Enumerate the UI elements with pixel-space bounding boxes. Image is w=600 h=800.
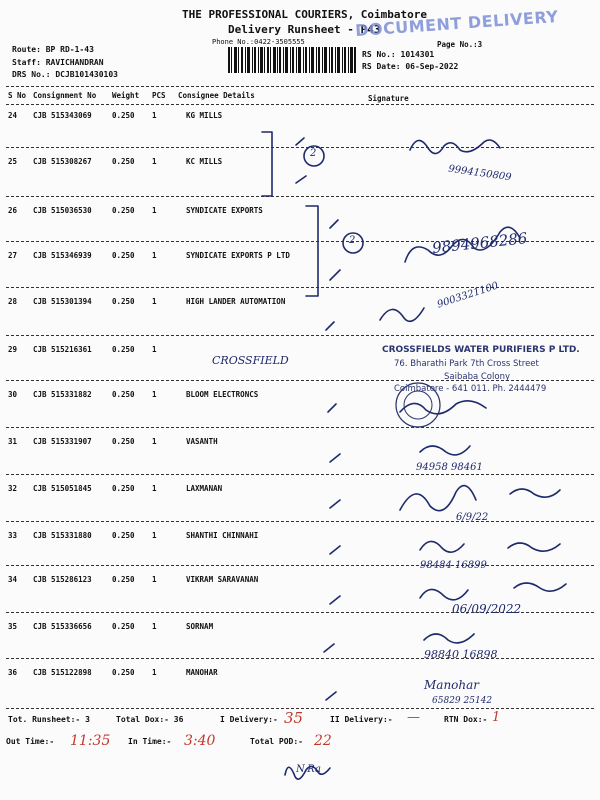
hw-name-36: Manohar [424, 678, 480, 692]
cell-consignment: CJB 515336656 [33, 622, 92, 631]
cell-pcs: 1 [152, 297, 157, 306]
in-time-value: 3:40 [184, 733, 216, 749]
cell-consignment: CJB 515331880 [33, 531, 92, 540]
tick-33 [330, 546, 340, 554]
cell-sno: 29 [8, 345, 18, 354]
col-consignee: Consignee Details [178, 91, 255, 100]
cell-consignment: CJB 515301394 [33, 297, 92, 306]
cell-weight: 0.250 [112, 345, 135, 354]
signature-34b [514, 583, 566, 591]
bracket-26-27 [306, 206, 318, 296]
cell-consignment: CJB 515036530 [33, 206, 92, 215]
signature-30 [400, 401, 486, 414]
cell-sno: 28 [8, 297, 18, 306]
cell-sno: 31 [8, 437, 18, 446]
cell-consignment: CJB 515286123 [33, 575, 92, 584]
tick-25 [296, 176, 306, 183]
cell-sno: 25 [8, 157, 18, 166]
cell-weight: 0.250 [112, 622, 135, 631]
cell-consignee: SYNDICATE EXPORTS [186, 206, 263, 215]
bracket-24-25 [262, 132, 272, 196]
drs-label: DRS No.: DCJB101430103 [12, 70, 118, 79]
out-time-value: 11:35 [70, 733, 111, 749]
cell-consignment: CJB 515051845 [33, 484, 92, 493]
hw-phone-31: 94958 98461 [416, 462, 483, 473]
in-time: In Time:- [128, 737, 172, 746]
tick-24 [296, 138, 304, 145]
signature-31 [420, 446, 470, 455]
hw-date-34: 06/09/2022 [452, 602, 522, 616]
signature-28 [380, 308, 424, 321]
hw-circle-2a: 2 [310, 148, 317, 159]
cell-sno: 27 [8, 251, 18, 260]
total-pod-value: 22 [314, 733, 332, 749]
cell-weight: 0.250 [112, 575, 135, 584]
cell-sno: 35 [8, 622, 18, 631]
ii-delivery: II Delivery:- [330, 715, 393, 724]
cell-consignee: HIGH LANDER AUTOMATION [186, 297, 286, 306]
cell-pcs: 1 [152, 575, 157, 584]
total-dox: Total Dox:- 36 [116, 715, 184, 724]
cell-sno: 36 [8, 668, 18, 677]
cell-consignee: SHANTHI CHINNAHI [186, 531, 259, 540]
cell-sno: 32 [8, 484, 18, 493]
tot-runsheet: Tot. Runsheet:- 3 [8, 715, 90, 724]
cell-pcs: 1 [152, 484, 157, 493]
col-consignment: Consignment No [33, 91, 97, 100]
cell-consignee: KC MILLS [186, 157, 223, 166]
hw-initials: N.Ra [296, 764, 322, 775]
cell-consignment: CJB 515343069 [33, 111, 92, 120]
cell-sno: 30 [8, 390, 18, 399]
signature-35 [424, 634, 474, 643]
cell-pcs: 1 [152, 157, 157, 166]
cell-pcs: 1 [152, 668, 157, 677]
col-pcs: PCS [152, 91, 166, 100]
cell-sno: 26 [8, 206, 18, 215]
cell-weight: 0.250 [112, 251, 135, 260]
cell-weight: 0.250 [112, 668, 135, 677]
cell-pcs: 1 [152, 531, 157, 540]
cell-consignment: CJB 515331907 [33, 437, 92, 446]
cell-consignee: MANOHAR [186, 668, 218, 677]
cell-consignment: CJB 515122898 [33, 668, 92, 677]
cell-sno: 34 [8, 575, 18, 584]
tick-35 [324, 644, 334, 652]
i-delivery: I Delivery:- [220, 715, 278, 724]
route-label: Route: BP RD-1-43 [12, 45, 94, 54]
cell-consignee: VIKRAM SARAVANAN [186, 575, 259, 584]
stamp-address-1: 76. Bharathi Park 7th Cross Street [394, 359, 539, 369]
signature-25 [410, 140, 500, 154]
cell-consignee: SORNAM [186, 622, 214, 631]
hw-phone-36: 65829 25142 [432, 696, 493, 706]
col-sno: S No [8, 91, 27, 100]
hw-circle-2b: 2 [349, 235, 356, 246]
stamp-address-3: Coimbatore - 641 011. Ph. 2444479 [394, 384, 547, 394]
cell-weight: 0.250 [112, 531, 135, 540]
i-delivery-value: 35 [284, 709, 304, 727]
hw-date-32: 6/9/22 [456, 512, 489, 523]
tick-34 [330, 596, 340, 604]
tick-26 [330, 220, 338, 228]
cell-consignee: BLOOM ELECTRONCS [186, 390, 259, 399]
rtn-dox-value: 1 [492, 710, 501, 725]
cell-weight: 0.250 [112, 484, 135, 493]
rs-number: RS No.: 1014301 [362, 50, 435, 59]
cell-sno: 24 [8, 111, 18, 120]
cell-pcs: 1 [152, 437, 157, 446]
cell-consignee: SYNDICATE EXPORTS P LTD [186, 251, 290, 260]
page-number: Page No.:3 [437, 40, 483, 49]
signature-32 [400, 486, 476, 511]
document-delivery-stamp: DOCUMENT DELIVERY [354, 6, 559, 41]
company-title: THE PROFESSIONAL COURIERS, Coimbatore [182, 8, 428, 21]
col-weight: Weight [112, 91, 140, 100]
cell-consignment: CJB 515346939 [33, 251, 92, 260]
stamp-company-name: CROSSFIELDS WATER PURIFIERS P LTD. [382, 345, 580, 355]
cell-consignee: LAXMANAN [186, 484, 223, 493]
hw-phone-27: 9894968286 [431, 229, 529, 257]
col-signature: Signature [368, 94, 409, 103]
signature-33b [508, 543, 560, 551]
tick-27 [330, 270, 340, 280]
cell-pcs: 1 [152, 111, 157, 120]
cell-weight: 0.250 [112, 297, 135, 306]
cell-weight: 0.250 [112, 390, 135, 399]
cell-pcs: 1 [152, 345, 157, 354]
hw-phone-28: 9003321100 [435, 280, 500, 311]
cell-weight: 0.250 [112, 111, 135, 120]
total-pod: Total POD:- [250, 737, 303, 746]
cell-consignee: VASANTH [186, 437, 218, 446]
runsheet-title: Delivery Runsheet - P43 [228, 23, 381, 36]
hw-phone-35: 98840 16898 [424, 648, 498, 661]
stamp-address-2: Saibaba Colony [444, 372, 510, 382]
hw-phone-25: 9994150809 [447, 163, 513, 184]
cell-pcs: 1 [152, 390, 157, 399]
signature-32b [510, 489, 560, 497]
cell-consignee: KG MILLS [186, 111, 223, 120]
tick-28 [326, 322, 334, 330]
signature-33 [420, 541, 464, 552]
rs-date: RS Date: 06-Sep-2022 [362, 62, 459, 71]
cell-pcs: 1 [152, 251, 157, 260]
cell-pcs: 1 [152, 622, 157, 631]
tick-31 [330, 454, 340, 462]
tick-36 [326, 692, 336, 700]
tick-30 [328, 404, 336, 412]
cell-weight: 0.250 [112, 157, 135, 166]
ii-delivery-value: — [407, 710, 420, 725]
cell-sno: 33 [8, 531, 18, 540]
cell-pcs: 1 [152, 206, 157, 215]
staff-label: Staff: RAVICHANDRAN [12, 58, 104, 67]
cell-consignment: CJB 515216361 [33, 345, 92, 354]
cell-weight: 0.250 [112, 206, 135, 215]
cell-weight: 0.250 [112, 437, 135, 446]
tick-32 [330, 500, 340, 508]
hw-crossfield: CROSSFIELD [212, 354, 289, 367]
rtn-dox: RTN Dox:- [444, 715, 488, 724]
phone-number: Phone No.:0422-3505555 [212, 38, 305, 46]
out-time: Out Time:- [6, 737, 55, 746]
signature-34 [420, 589, 468, 599]
hw-phone-33: 98484 16899 [420, 560, 487, 571]
cell-consignment: CJB 515331882 [33, 390, 92, 399]
cell-consignment: CJB 515308267 [33, 157, 92, 166]
